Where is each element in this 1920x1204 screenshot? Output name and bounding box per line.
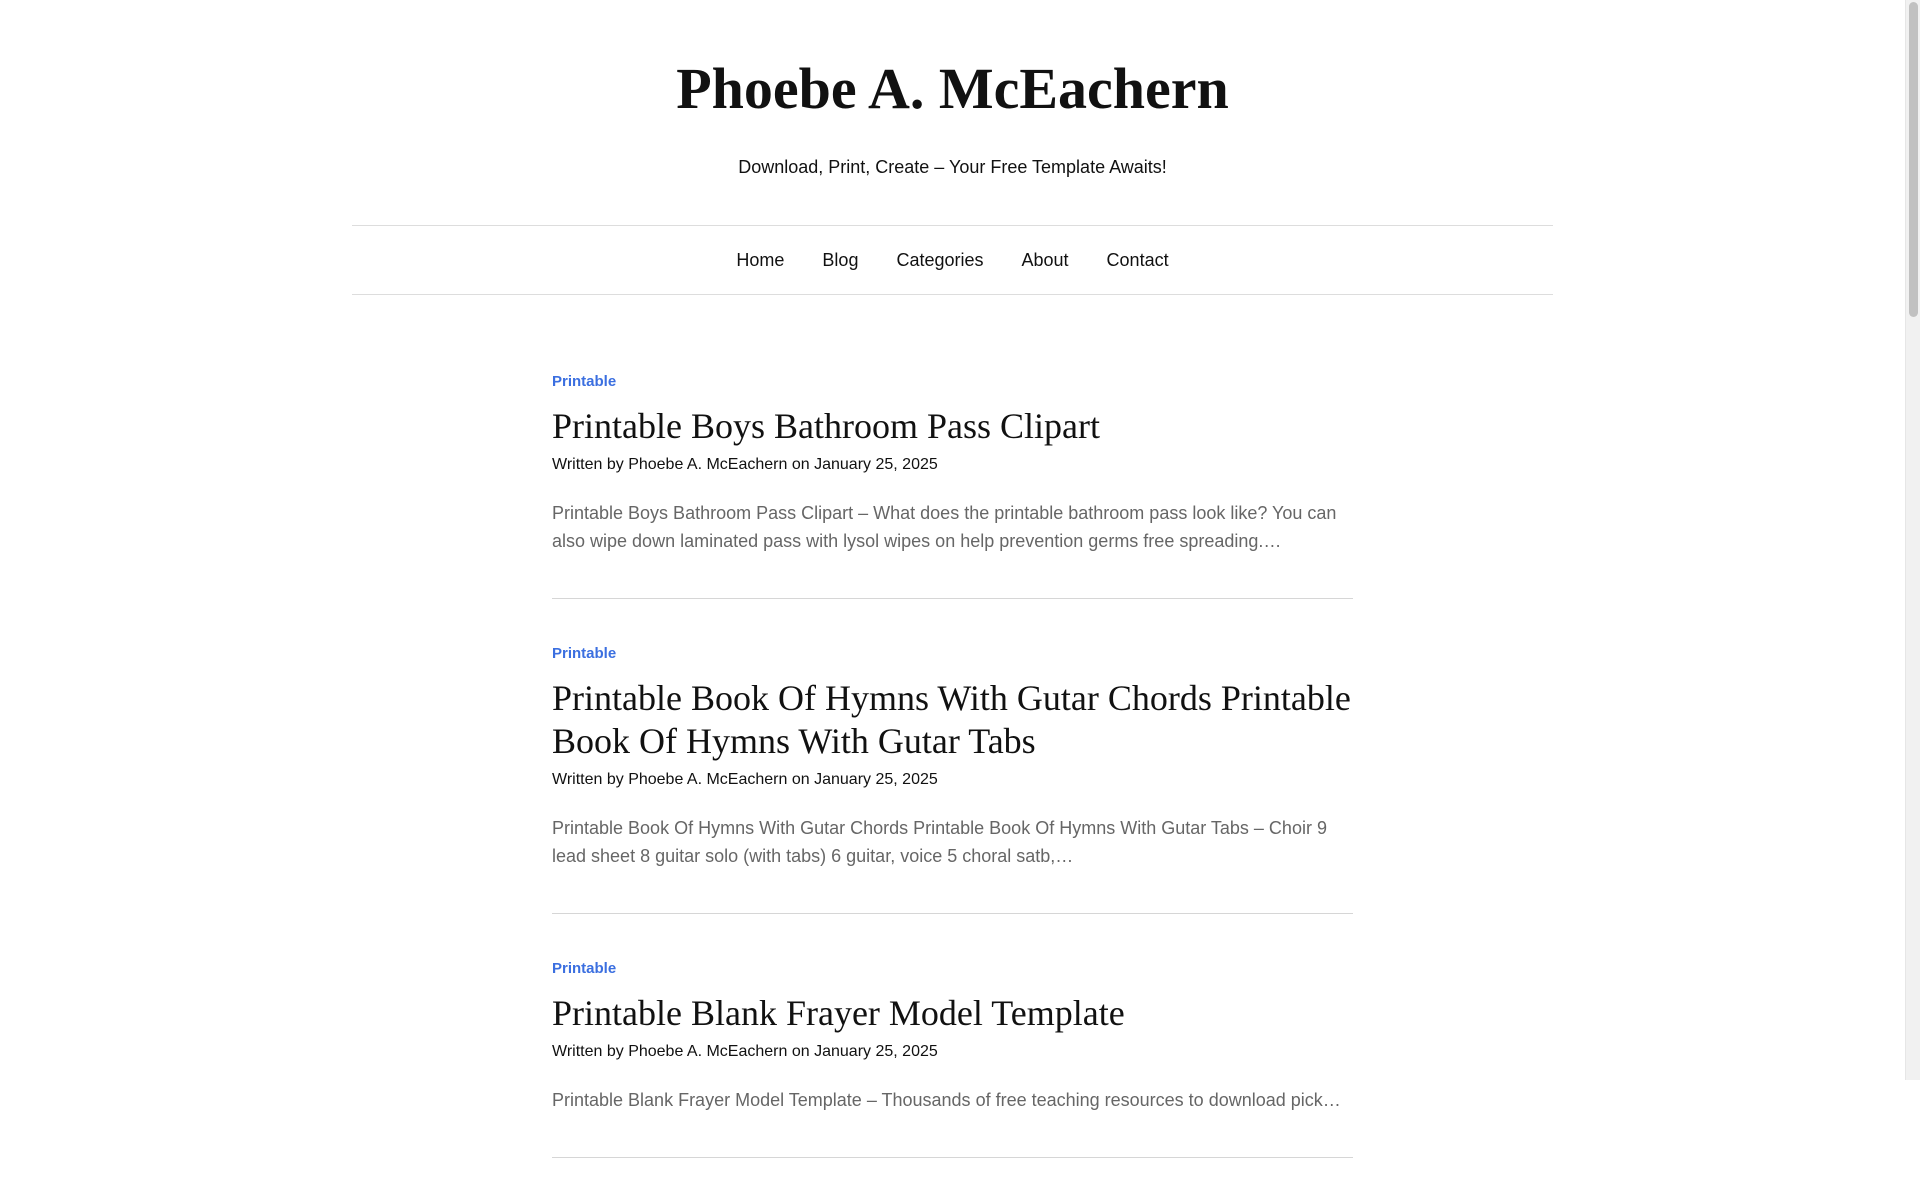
- post-title: [552, 677, 1353, 763]
- post-title-link[interactable]: Printable Book Of Hymns With Gutar Chords Printable Book Of Hymns With Gutar Tabs: [552, 678, 1351, 761]
- site-tagline: Download, Print, Create – Your Free Template Awaits!: [738, 157, 1167, 177]
- main-navigation: [352, 225, 1553, 295]
- post-category-link[interactable]: Printable: [552, 960, 617, 977]
- post-item: [552, 645, 1353, 914]
- post-date[interactable]: January 25, 2025: [814, 771, 938, 788]
- nav-item-about[interactable]: About: [1021, 250, 1069, 270]
- post-author[interactable]: Phoebe A. McEachern: [628, 456, 788, 473]
- post-meta-on: on: [791, 456, 810, 473]
- post-meta: [552, 770, 1353, 790]
- scrollbar-thumb[interactable]: [1909, 2, 1918, 317]
- post-list: [552, 373, 1353, 1204]
- vertical-scrollbar[interactable]: [1905, 0, 1920, 1080]
- site-header: [0, 0, 1905, 179]
- post-title: [552, 992, 1353, 1035]
- post-title-link[interactable]: Printable Blank Frayer Model Template: [552, 993, 1125, 1033]
- post-excerpt: Printable Boys Bathroom Pass Clipart – What does the printable bathroom pass look like? You can also wipe down laminated pass with lysol wipes on help prevention germs free spreading.…: [552, 503, 1337, 551]
- post-author[interactable]: Phoebe A. McEachern: [628, 771, 788, 788]
- post-date[interactable]: January 25, 2025: [814, 456, 938, 473]
- post-meta-prefix: Written by: [552, 771, 624, 788]
- post-date[interactable]: January 25, 2025: [814, 1043, 938, 1060]
- post-category-link[interactable]: Printable: [552, 373, 617, 390]
- post-meta: [552, 1042, 1353, 1062]
- post-excerpt: Printable Book Of Hymns With Gutar Chords Printable Book Of Hymns With Gutar Tabs – Choir 9 lead sheet 8 guitar solo (with tabs) 6 guitar, voice 5 choral satb,…: [552, 818, 1327, 866]
- post-meta-prefix: Written by: [552, 1043, 624, 1060]
- post-meta-on: on: [791, 1043, 810, 1060]
- nav-item-home[interactable]: Home: [736, 250, 785, 270]
- post-meta-prefix: Written by: [552, 456, 624, 473]
- site-title[interactable]: Phoebe A. McEachern: [676, 56, 1229, 121]
- post-excerpt: Printable Blank Frayer Model Template – Thousands of free teaching resources to download pick…: [552, 1090, 1341, 1110]
- post-item: [552, 373, 1353, 599]
- post-title-link[interactable]: Printable Boys Bathroom Pass Clipart: [552, 406, 1100, 446]
- post-title: [552, 405, 1353, 448]
- post-category-link[interactable]: Printable: [552, 645, 617, 662]
- post-author[interactable]: Phoebe A. McEachern: [628, 1043, 788, 1060]
- post-meta-on: on: [791, 771, 810, 788]
- nav-item-categories[interactable]: Categories: [896, 250, 984, 270]
- nav-item-contact[interactable]: Contact: [1106, 250, 1169, 270]
- post-meta: [552, 455, 1353, 475]
- nav-item-blog[interactable]: Blog: [822, 250, 859, 270]
- post-item: [552, 960, 1353, 1158]
